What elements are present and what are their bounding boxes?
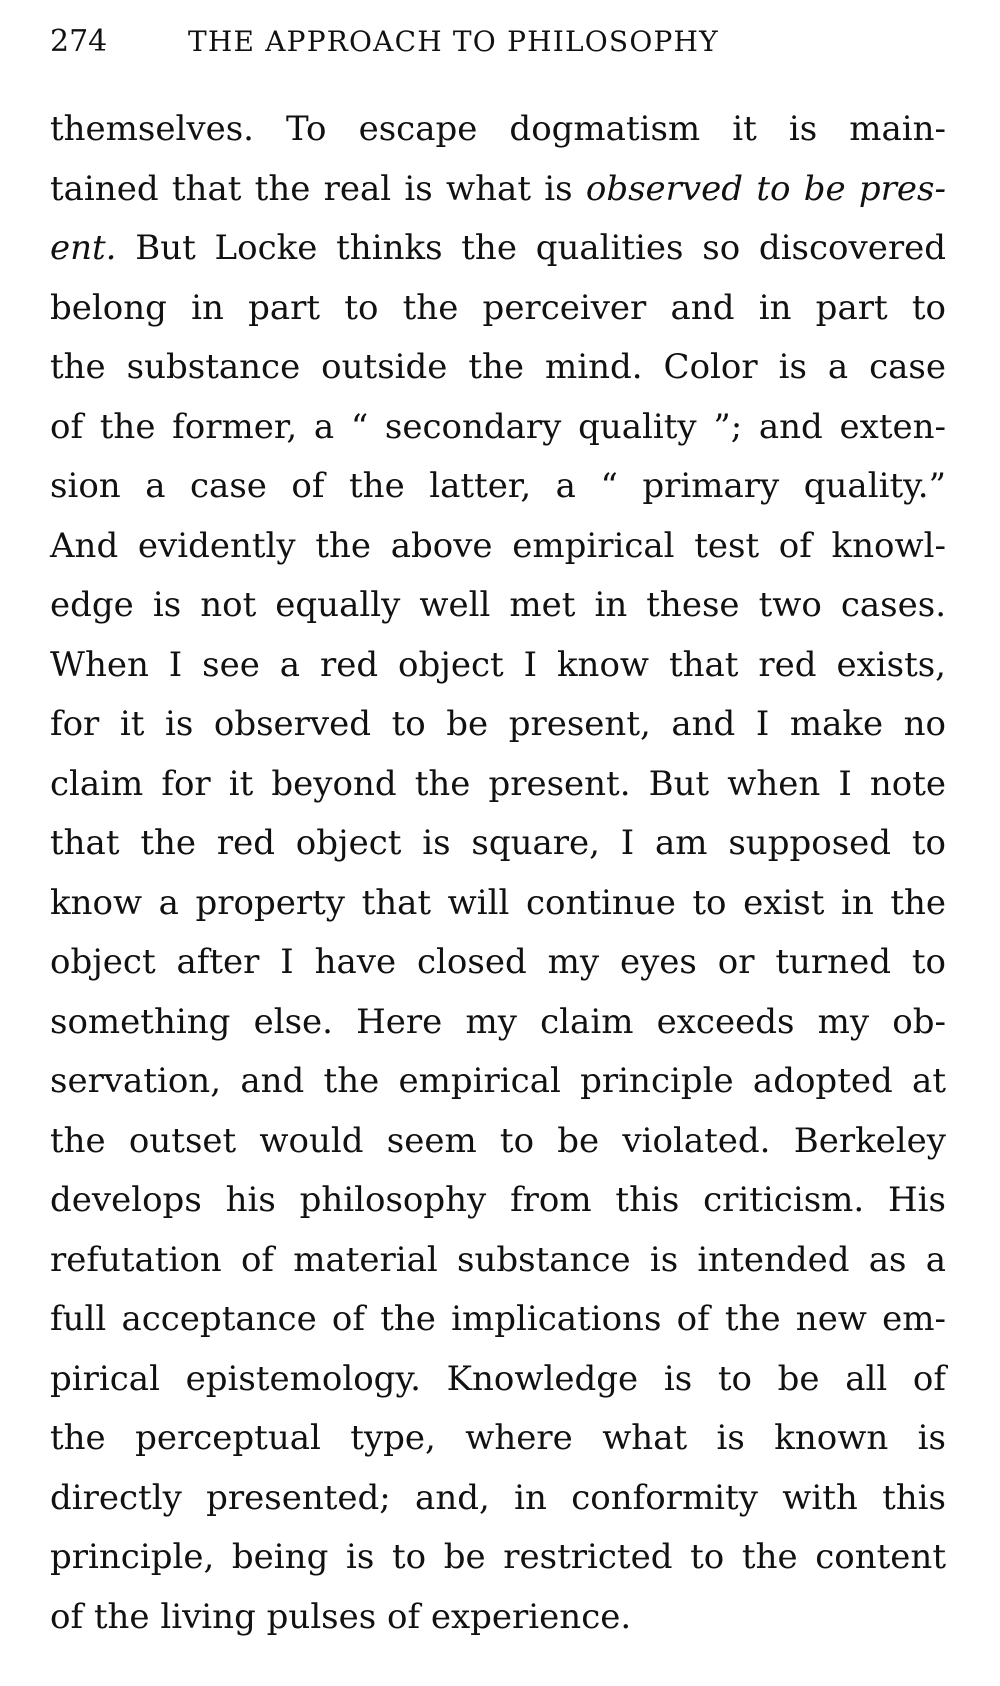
text-line: refutation of material substance is intended as a — [50, 1239, 946, 1280]
text-line: pirical epistemology. Knowledge is to be all of — [50, 1358, 946, 1399]
text-line — [50, 219, 946, 279]
text-line: for it is observed to be present, and I make no — [50, 704, 946, 744]
text-line: belong in part to the perceiver and in part to — [50, 287, 946, 328]
text-line: object after I have closed my eyes or turned to — [50, 942, 946, 982]
text-line: And evidently the above empirical test of knowl- — [50, 525, 946, 566]
text-line: something else. Here my claim exceeds my ob- — [50, 1001, 946, 1042]
text-line: When I see a red object I know that red exists, — [50, 644, 946, 685]
text-line: of the former, a “ secondary quality ”; and exten- — [50, 406, 946, 447]
text-line — [50, 160, 946, 220]
text-run: tained that the real is what is — [50, 168, 586, 209]
italic-phrase: ent. — [50, 228, 117, 268]
text-line: of the living pulses of experience. — [50, 1596, 632, 1637]
text-line: the perceptual type, where what is known is — [50, 1418, 946, 1458]
running-head: THE APPROACH TO PHILOSOPHY — [188, 25, 719, 58]
italic-phrase: observed to be pres- — [585, 168, 946, 209]
text-line: the outset would seem to be violated. Berkeley — [50, 1120, 946, 1161]
text-line: that the red object is square, I am supposed to — [50, 823, 946, 863]
text-line: servation, and the empirical principle adopted at — [50, 1061, 946, 1101]
page-number: 274 — [50, 24, 108, 59]
text-line: full acceptance of the implications of the new em- — [50, 1299, 946, 1339]
text-line: directly presented; and, in conformity with this — [50, 1477, 946, 1518]
text-run: But Locke thinks the qualities so discovered — [116, 228, 946, 268]
text-line: develops his philosophy from this criticism. His — [50, 1180, 946, 1220]
text-line: themselves. To escape dogmatism it is main- — [50, 109, 946, 149]
text-line: sion a case of the latter, a “ primary quality.” — [50, 466, 946, 506]
body-paragraph — [50, 100, 946, 1647]
text-line: the substance outside the mind. Color is a case — [50, 347, 946, 387]
text-line: know a property that will continue to exist in the — [50, 882, 946, 923]
text-line: edge is not equally well met in these two cases. — [50, 585, 946, 625]
text-line: claim for it beyond the present. But when I note — [50, 763, 946, 804]
page-header — [50, 18, 950, 66]
text-line: principle, being is to be restricted to the content — [50, 1537, 946, 1577]
